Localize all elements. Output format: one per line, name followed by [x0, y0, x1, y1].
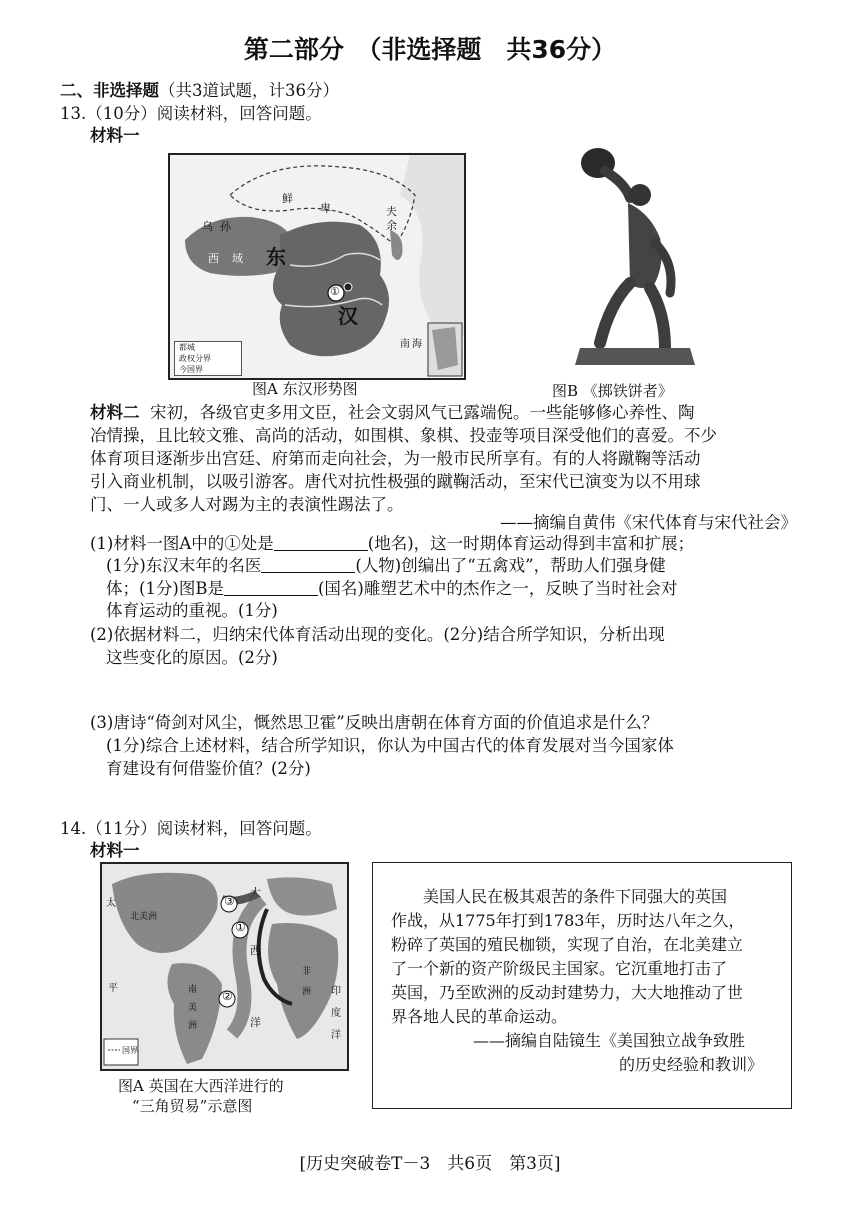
q13-sub1-a: (1)材料一图A中的①处是: [90, 534, 274, 553]
trade-marker-3: ③: [224, 894, 235, 908]
q14-quote-line4: 了一个新的资产阶级民主国家。它沉重地打击了: [391, 959, 728, 978]
section-heading-note: （共3道试题，计36分）: [159, 81, 339, 100]
discobolus-statue: [570, 143, 700, 375]
map-label-dong: 东: [266, 245, 286, 269]
q14-quote-source1: ——摘编自陆镜生《美国独立战争致胜: [473, 1031, 746, 1050]
answer-blank-place[interactable]: [274, 534, 368, 551]
map-label-fu: 夫: [386, 205, 397, 218]
q14-quote-line2: 作战，从1775年打到1783年，历时达八年之久，: [391, 911, 745, 930]
q14-quote-line1: 美国人民在极其艰苦的条件下同强大的英国: [423, 887, 728, 906]
q13-sub1-line4: 体育运动的重视。(1分): [106, 601, 278, 620]
page-title: 第二部分 （非选择题 共36分）: [243, 35, 617, 64]
q13-sub1-f: (国名)雕塑艺术中的杰作之一，反映了当时社会对: [318, 579, 678, 598]
q13-material2-label: 材料二: [90, 403, 140, 422]
q13-sub1-d: (人物)创编出了“五禽戏”，帮助人们强身健: [355, 556, 666, 575]
map-label-xian: 鲜: [282, 192, 293, 205]
q13-sub2-line2: 这些变化的原因。(2分): [106, 648, 278, 667]
q13-material2-line4: 引入商业机制，以吸引游客。唐代对抗性极强的蹴鞠活动，至宋代已演变为以不用球: [90, 472, 701, 491]
q14-quote-line5: 英国，乃至欧洲的反动封建势力，大大地推动了世: [391, 983, 744, 1002]
map14-label-yin: 印: [331, 986, 341, 997]
map-label-sun: 孙: [220, 220, 231, 233]
map-label-nan: 南: [400, 339, 410, 350]
map14-label-yang2: 洋: [331, 1030, 341, 1041]
map-marker-1: ①: [330, 285, 340, 298]
q14-figA-caption1: 图A 英国在大西洋进行的: [118, 1077, 284, 1095]
q13-sub3-line2: (1分)综合上述材料，结合所学知识，你认为中国古代的体育发展对当今国家体: [106, 736, 674, 755]
section-heading: [60, 80, 339, 102]
map14-label-yang: 洋: [250, 1016, 261, 1029]
answer-blank-country[interactable]: [224, 579, 318, 596]
map14-label-mei: 美: [188, 1003, 198, 1013]
page-footer: [历史突破卷T－3 共6页 第3页]: [299, 1154, 561, 1174]
legend-boundary: 政权分界: [179, 354, 211, 363]
q13-material1-label: 材料一: [90, 126, 140, 145]
q13-sub1-e: 体；(1分)图B是: [106, 579, 224, 598]
q13-material2-line3: 体育项目逐渐步出宫廷、府第而走向社会，为一般市民所享有。有的人将蹴鞠等活动: [90, 449, 701, 468]
q13-material2-line5: 门、一人或多人对踢为主的表演性踢法了。: [90, 495, 404, 514]
map-label-yu2: 余: [386, 219, 397, 232]
q13-sub1-c: (1分)东汉末年的名医: [106, 556, 262, 575]
trade-marker-2: ②: [222, 989, 233, 1003]
map14-label-zhou2: 洲: [302, 987, 312, 997]
q14-quote-line3: 粉碎了英国的殖民枷锁，实现了自治，在北美建立: [391, 935, 744, 954]
map14-legend-border: 国界: [122, 1046, 138, 1055]
q13-sub1-line1: [90, 533, 694, 555]
q14-quote-line6: 界各地人民的革命运动。: [391, 1007, 568, 1026]
map-legend: [174, 341, 242, 376]
map-label-xi: 西: [208, 252, 219, 265]
east-han-map: [168, 153, 466, 380]
section-heading-label: 二、非选择题: [60, 81, 159, 100]
q14-figA-caption2: “三角贸易”示意图: [132, 1097, 253, 1115]
q14-stem: 14.（11分）阅读材料，回答问题。: [60, 819, 322, 838]
map14-label-ping: 平: [108, 983, 118, 994]
q13-figB-caption: 图B 《掷铁饼者》: [552, 382, 673, 400]
legend-capital: 都城: [179, 343, 195, 352]
map14-label-du: 度: [331, 1008, 341, 1019]
q13-sub1-line3: [106, 578, 677, 600]
map14-label-tai: 太: [106, 898, 116, 909]
map14-label-zhou: 洲: [188, 1021, 198, 1031]
q13-sub1-line2: [106, 555, 666, 577]
q13-stem: 13.（10分）阅读材料，回答问题。: [60, 104, 322, 123]
map-label-han: 汉: [338, 304, 358, 328]
triangle-trade-map: [100, 862, 349, 1071]
q13-material2-line1: [90, 402, 695, 424]
q14-quote-box: [372, 862, 792, 1109]
trade-marker-1: ①: [235, 920, 246, 934]
q13-material2-text1: 宋初，各级官吏多用文臣，社会文弱风气已露端倪。一些能够修心养性、陶: [150, 403, 695, 422]
q13-sub1-b: (地名)，这一时期体育运动得到丰富和扩展；: [367, 534, 695, 553]
map-label-wu: 乌: [202, 220, 213, 233]
map14-label-nan: 南: [188, 985, 198, 995]
map14-label-fei: 非: [302, 967, 312, 977]
map14-label-na: 北美洲: [130, 912, 158, 922]
map14-label-da: 大: [250, 886, 261, 899]
q13-figA-caption: 图A 东汉形势图: [252, 380, 358, 398]
q14-quote-source2: 的历史经验和教训》: [619, 1055, 764, 1074]
q14-material1-label: 材料一: [90, 841, 140, 860]
discobolus-drawing: [570, 143, 700, 375]
q13-sub3-line3: 育建设有何借鉴价值？(2分): [106, 759, 311, 778]
q13-material2-line2: 冶情操，且比较文雅、高尚的活动，如围棋、象棋、投壶等项目深受他们的喜爱。不少: [90, 426, 717, 445]
map-label-hai: 海: [412, 339, 422, 350]
legend-national: 今国界: [179, 365, 203, 374]
map-label-yu: 域: [232, 252, 243, 265]
q13-sub3-line1: (3)唐诗“倚剑对风尘，慨然思卫霍”反映出唐朝在体育方面的价值追求是什么？: [90, 713, 659, 732]
map14-label-xi: 西: [250, 944, 261, 957]
q13-sub2-line1: (2)依据材料二，归纳宋代体育活动出现的变化。(2分)结合所学知识，分析出现: [90, 625, 665, 644]
map-label-bei: 卑: [320, 202, 331, 215]
q13-material2-source: ——摘编自黄伟《宋代体育与宋代社会》: [500, 513, 797, 532]
answer-blank-person[interactable]: [261, 556, 355, 573]
